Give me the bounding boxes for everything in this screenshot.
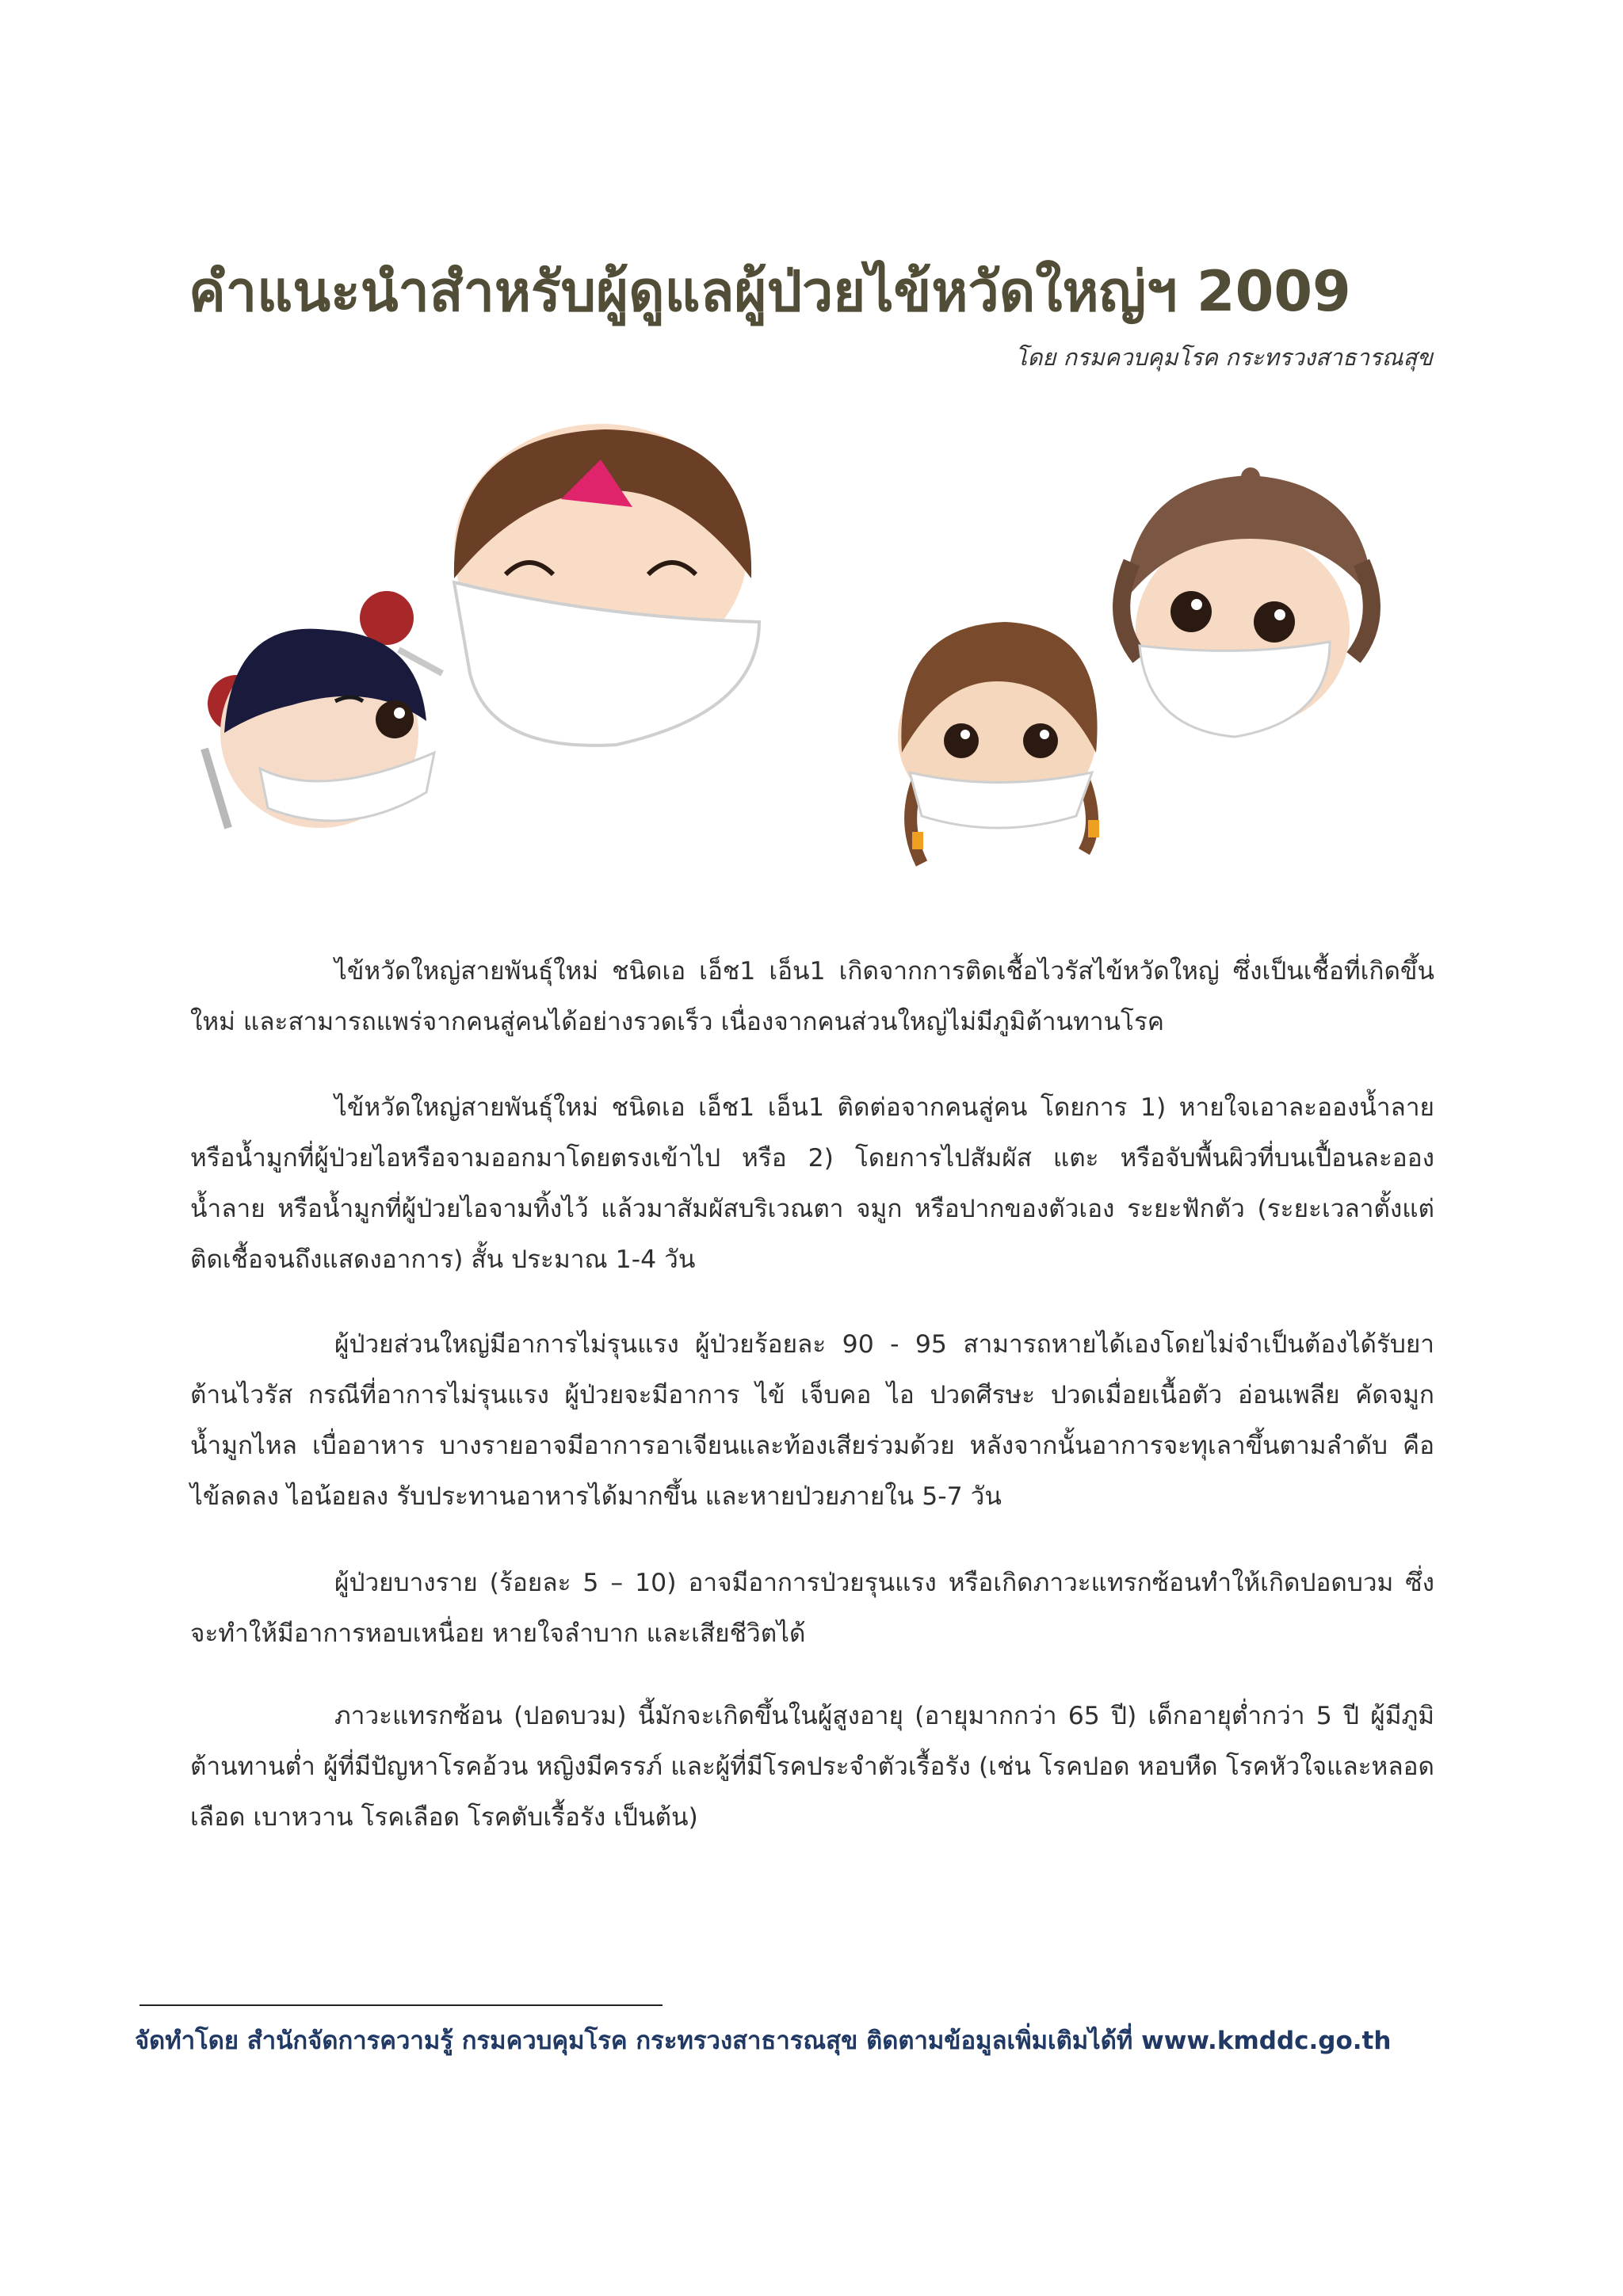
paragraph-1: ไข้หวัดใหญ่สายพันธุ์ใหม่ ชนิดเอ เอ็ช1 เอ็น1 เกิดจากการติดเชื้อไวรัสไข้หวัดใหญ่ ซึ่งเป็นเชื้อที่เกิดขึ้นใหม่ และสามารถแพร่จากคนสู่คนได้อย่างรวดเร็ว เนื่องจากคนส่วนใหญ่ไม่มีภูมิต้านทานโรค	[190, 957, 1434, 1036]
paragraph-5: ภาวะแทรกซ้อน (ปอดบวม) นี้มักจะเกิดขึ้นในผู้สูงอายุ (อายุมากกว่า 65 ปี) เด็กอายุต่ำกว่า 5 ปี ผู้มีภูมิต้านทานต่ำ ผู้ที่มีปัญหาโรคอ้วน หญิงมีครรภ์ และผู้ที่มีโรคประจำตัวเรื้อรัง (เช่น โรคปอด หอบหืด โรคหัวใจและหลอดเลือด เบาหวาน โรคเลือด โรคตับเรื้อรัง เป็นต้น)	[190, 1702, 1434, 1832]
girl-with-braids-face	[898, 622, 1099, 864]
paragraph-3: ผู้ป่วยส่วนใหญ่มีอาการไม่รุนแรง ผู้ป่วยร้อยละ 90 - 95 สามารถหายได้เองโดยไม่จำเป็นต้องได้รับยาต้านไวรัส กรณีที่อาการไม่รุนแรง ผู้ป่วยจะมีอาการ ไข้ เจ็บคอ ไอ ปวดศีรษะ ปวดเมื่อยเนื้อตัว อ่อนเพลีย คัดจมูก น้ำมูกไหล เบื่ออาหาร บางรายอาจมีอาการอาเจียนและท้องเสียร่วมด้วย หลังจากนั้นอาการจะทุเลาขึ้นตามลำดับ คือ ไข้ลดลง ไอน้อยลง รับประทานอาหารได้มากขึ้น และหายป่วยภายใน 5-7 วัน	[190, 1330, 1434, 1511]
masked-family-illustration	[189, 420, 1425, 887]
footer-credit: จัดทำโดย สำนักจัดการความรู้ กรมควบคุมโรค กระทรวงสาธารณสุข ติดตามข้อมูลเพิ่มเติมได้ที่ www.kmddc.go.th	[135, 2027, 1392, 2055]
byline: โดย กรมควบคุมโรค กระทรวงสาธารณสุข	[1014, 344, 1433, 371]
mother-face	[454, 424, 759, 746]
father-with-hat-face	[1121, 467, 1373, 737]
document-title: คำแนะนำสำหรับผู้ดูแลผู้ป่วยไข้หวัดใหญ่ฯ 2009	[189, 259, 1351, 324]
footer-divider	[139, 2004, 663, 2006]
paragraph-4: ผู้ป่วยบางราย (ร้อยละ 5 – 10) อาจมีอาการป่วยรุนแรง หรือเกิดภาวะแทรกซ้อนทำให้เกิดปอดบวม ซึ่งจะทำให้มีอาการหอบเหนื่อย หายใจลำบาก และเสียชีวิตได้	[190, 1569, 1434, 1648]
girl-with-buns-face	[204, 591, 442, 828]
paragraph-2: ไข้หวัดใหญ่สายพันธุ์ใหม่ ชนิดเอ เอ็ช1 เอ็น1 ติดต่อจากคนสู่คน โดยการ 1) หายใจเอาละอองน้ำลาย หรือน้ำมูกที่ผู้ป่วยไอหรือจามออกมาโดยตรงเข้าไป หรือ 2) โดยการไปสัมผัส แตะ หรือจับพื้นผิวที่บนเปื้อนละอองน้ำลาย หรือน้ำมูกที่ผู้ป่วยไอจามทิ้งไว้ แล้วมาสัมผัสบริเวณตา จมูก หรือปากของตัวเอง ระยะฟักตัว (ระยะเวลาตั้งแต่ติดเชื้อจนถึงแสดงอาการ) สั้น ประมาณ 1-4 วัน	[190, 1093, 1434, 1274]
